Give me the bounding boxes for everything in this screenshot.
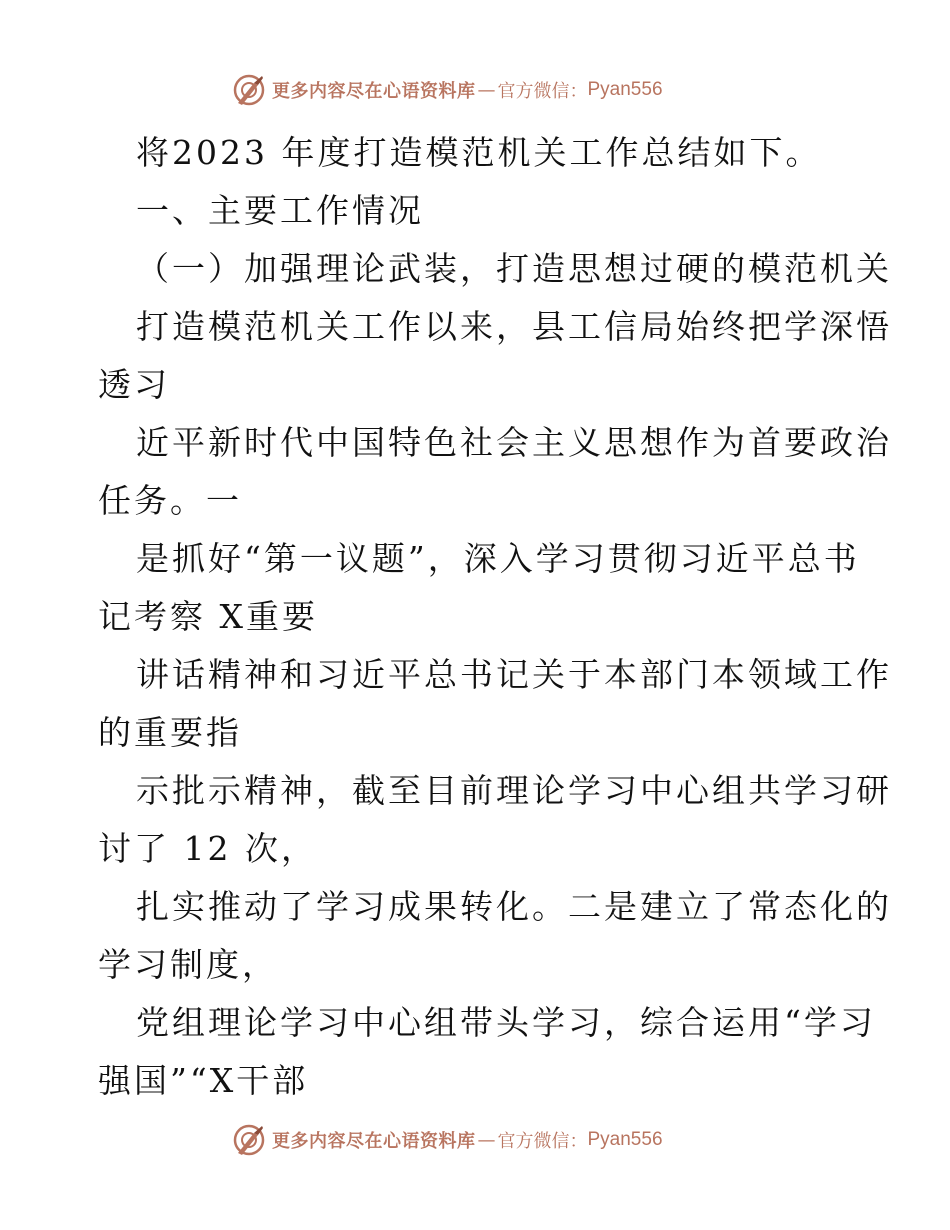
watermark-separator: — [477,79,496,101]
paragraph-line: 讲话精神和习近平总书记关于本部门本领域工作 [136,655,892,694]
paragraph-line: 示批示精神，截至目前理论学习中心组共学习研 [136,771,892,810]
paragraph-line: 近平新时代中国特色社会主义思想作为首要政治 [136,423,892,462]
paragraph-line: 的重要指 [98,713,242,752]
pen-logo-icon [232,1123,266,1157]
watermark-text: 更多内容尽在心语资料库 [272,1131,476,1152]
wechat-label: 官方微信： [497,81,588,102]
paragraph-line: 扎实推动了学习成果转化。二是建立了常态化的 [136,887,892,926]
header-watermark-banner [232,70,752,110]
subsection-heading: （一）加强理论武装，打造思想过硬的模范机关 [136,249,892,288]
wechat-id: Pyan556 [587,1129,663,1150]
paragraph-line: 讨了 12 次， [98,829,317,868]
wechat-id: Pyan556 [587,79,663,100]
paragraph-line: 打造模范机关工作以来，县工信局始终把学深悟 [136,307,892,346]
paragraph-line: 记考察 X重要 [98,597,318,636]
pen-logo-icon [232,73,266,107]
paragraph-line: 党组理论学习中心组带头学习，综合运用“学习 [136,1003,876,1042]
paragraph-line: 透习 [98,365,170,404]
section-heading: 一、主要工作情况 [136,191,424,230]
footer-watermark-banner [232,1120,752,1160]
document-body [98,124,892,1110]
watermark-separator: — [477,1129,496,1151]
paragraph-line: 是抓好“第一议题”，深入学习贯彻习近平总书 [136,539,860,578]
paragraph-line: 强国”“X干部 [98,1061,309,1100]
paragraph-line: 学习制度， [98,945,278,984]
wechat-label: 官方微信： [497,1131,588,1152]
watermark-text: 更多内容尽在心语资料库 [272,81,476,102]
paragraph-line: 任务。一 [98,481,242,520]
paragraph-line: 将2023 年度打造模范机关工作总结如下。 [136,133,822,172]
